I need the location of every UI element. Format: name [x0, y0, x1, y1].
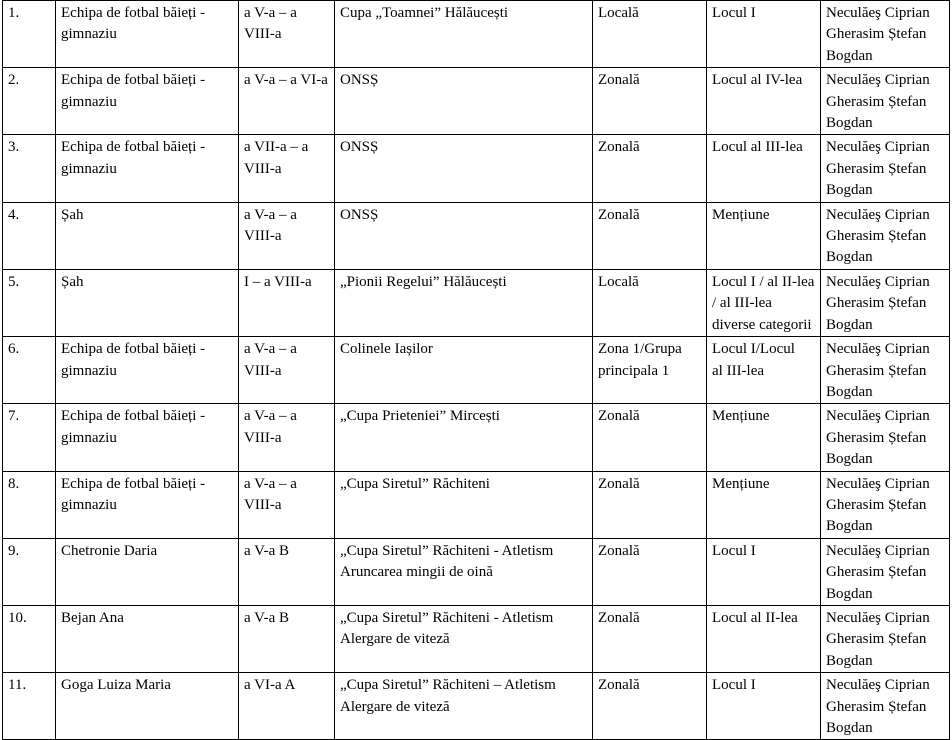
stage-cell	[593, 471, 707, 538]
competition-line: „Cupa Siretul” Răchiteni – Atletism	[340, 677, 556, 694]
coach-line: Neculăeş Ciprian	[826, 273, 930, 290]
grade-cell: a V-a – a VIII-a	[239, 337, 335, 404]
result-line: al III-lea	[712, 362, 765, 379]
stage-cell	[593, 68, 707, 135]
coach-line: Neculăeş Ciprian	[826, 341, 930, 358]
table-body	[3, 1, 950, 740]
coach-line: Neculăeş Ciprian	[826, 5, 930, 21]
competition-cell	[335, 269, 593, 336]
coach-line: Gherasim Ștefan	[826, 295, 927, 312]
table-row	[3, 202, 950, 269]
coach-line: Gherasim Ștefan	[826, 362, 927, 379]
coach-line: Bogdan	[826, 47, 873, 64]
stage-line: principala 1	[598, 362, 670, 379]
stage-cell	[593, 202, 707, 269]
stage-cell	[593, 135, 707, 202]
coach-line: Gherasim Ștefan	[826, 228, 927, 245]
grade-cell: a V-a – a VIII-a	[239, 471, 335, 538]
competition-line: Alergare de viteză	[340, 631, 450, 648]
grade-cell: a V-a B	[239, 605, 335, 672]
competition-cell	[335, 1, 593, 68]
participant-cell: Echipa de fotbal băieți - gimnaziu	[56, 337, 239, 404]
result-cell	[707, 404, 821, 471]
participant-cell: Echipa de fotbal băieți - gimnaziu	[56, 471, 239, 538]
stage-cell	[593, 269, 707, 336]
competition-line: ONSȘ	[340, 139, 379, 156]
stage-cell	[593, 404, 707, 471]
stage-line: Locală	[598, 273, 639, 290]
grade-cell: I – a VIII-a	[239, 269, 335, 336]
result-cell	[707, 202, 821, 269]
stage-line: Zonală	[598, 475, 640, 492]
competition-line: „Cupa Prieteniei” Mircești	[340, 408, 500, 425]
coach-line: Gherasim Ștefan	[826, 26, 927, 43]
coach-line: Bogdan	[826, 652, 873, 669]
coach-line: Gherasim Ștefan	[826, 698, 927, 715]
grade-cell: a V-a – a VI-a	[239, 68, 335, 135]
result-line: Locul al III-lea	[712, 139, 803, 156]
participant-cell: Bejan Ana	[56, 605, 239, 672]
participant-cell: Șah	[56, 269, 239, 336]
competition-line: „Cupa Siretul” Răchiteni	[340, 475, 490, 492]
grade-cell: a VII-a – a VIII-a	[239, 135, 335, 202]
competition-line: „Cupa Siretul” Răchiteni - Atletism	[340, 609, 554, 626]
stage-line: Zonală	[598, 542, 640, 559]
participant-cell: Echipa de fotbal băieți - gimnaziu	[56, 1, 239, 68]
competition-cell	[335, 68, 593, 135]
grade-cell: a VI-a A	[239, 673, 335, 740]
competition-cell	[335, 538, 593, 605]
coach-line: Gherasim Ștefan	[826, 93, 927, 110]
coach-line: Bogdan	[826, 383, 873, 400]
participant-cell: Echipa de fotbal băieți - gimnaziu	[56, 68, 239, 135]
coach-cell	[821, 673, 950, 740]
stage-cell	[593, 538, 707, 605]
coach-cell	[821, 135, 950, 202]
competition-line: Alergare de viteză	[340, 698, 450, 715]
competition-cell	[335, 605, 593, 672]
result-line: Mențiune	[712, 475, 770, 492]
competition-cell	[335, 135, 593, 202]
stage-cell	[593, 673, 707, 740]
stage-line: Zonală	[598, 609, 640, 626]
table-row	[3, 605, 950, 672]
stage-line: Zonală	[598, 72, 640, 89]
grade-cell: a V-a – a VIII-a	[239, 404, 335, 471]
competition-line: Colinele Iașilor	[340, 341, 433, 358]
stage-cell	[593, 605, 707, 672]
result-line: / al III-lea	[712, 295, 772, 312]
table-row	[3, 471, 950, 538]
coach-line: Bogdan	[826, 182, 873, 199]
coach-line: Neculăeş Ciprian	[826, 677, 930, 694]
grade-cell: a V-a – a VIII-a	[239, 202, 335, 269]
result-line: Locul I	[712, 5, 756, 21]
participant-cell: Echipa de fotbal băieți - gimnaziu	[56, 135, 239, 202]
row-number-cell: 7.	[3, 404, 56, 471]
coach-cell	[821, 404, 950, 471]
coach-cell	[821, 68, 950, 135]
result-line: Locul al IV-lea	[712, 72, 803, 89]
coach-cell	[821, 202, 950, 269]
participant-cell: Șah	[56, 202, 239, 269]
coach-line: Bogdan	[826, 249, 873, 266]
competition-cell	[335, 404, 593, 471]
table-row	[3, 1, 950, 68]
coach-line: Neculăeş Ciprian	[826, 72, 930, 89]
row-number-cell: 4.	[3, 202, 56, 269]
result-line: Locul I	[712, 677, 756, 694]
competition-line: Aruncarea mingii de oină	[340, 564, 493, 581]
stage-cell	[593, 1, 707, 68]
result-cell	[707, 68, 821, 135]
coach-line: Bogdan	[826, 518, 873, 535]
result-cell	[707, 337, 821, 404]
result-cell	[707, 135, 821, 202]
row-number-cell: 8.	[3, 471, 56, 538]
coach-line: Gherasim Ștefan	[826, 429, 927, 446]
coach-line: Neculăeş Ciprian	[826, 408, 930, 425]
result-line: Locul I/Locul	[712, 341, 795, 358]
competition-cell	[335, 471, 593, 538]
table-row	[3, 135, 950, 202]
competition-cell	[335, 202, 593, 269]
result-line: Locul I / al II-lea	[712, 273, 815, 290]
participant-cell: Goga Luiza Maria	[56, 673, 239, 740]
coach-cell	[821, 605, 950, 672]
grade-cell: a V-a B	[239, 538, 335, 605]
coach-line: Neculăeş Ciprian	[826, 139, 930, 156]
table-row	[3, 673, 950, 740]
table-row	[3, 538, 950, 605]
row-number-cell: 3.	[3, 135, 56, 202]
coach-line: Gherasim Ștefan	[826, 160, 927, 177]
coach-line: Bogdan	[826, 720, 873, 736]
coach-line: Neculăeş Ciprian	[826, 206, 930, 223]
result-cell	[707, 1, 821, 68]
coach-line: Neculăeş Ciprian	[826, 542, 930, 559]
competition-cell	[335, 673, 593, 740]
competition-line: Cupa „Toamnei” Hălăucești	[340, 5, 509, 21]
participant-cell: Chetronie Daria	[56, 538, 239, 605]
coach-cell	[821, 471, 950, 538]
table-row	[3, 337, 950, 404]
stage-line: Zonală	[598, 408, 640, 425]
participant-cell: Echipa de fotbal băieți - gimnaziu	[56, 404, 239, 471]
row-number-cell: 9.	[3, 538, 56, 605]
results-table	[2, 0, 950, 740]
coach-cell	[821, 1, 950, 68]
stage-line: Locală	[598, 5, 639, 21]
coach-line: Gherasim Ștefan	[826, 631, 927, 648]
row-number-cell: 6.	[3, 337, 56, 404]
coach-cell	[821, 337, 950, 404]
row-number-cell: 10.	[3, 605, 56, 672]
result-cell	[707, 471, 821, 538]
stage-line: Zona 1/Grupa	[598, 341, 682, 358]
coach-line: Gherasim Ștefan	[826, 496, 927, 513]
coach-line: Gherasim Ștefan	[826, 564, 927, 581]
table-row	[3, 68, 950, 135]
grade-cell: a V-a – a VIII-a	[239, 1, 335, 68]
result-cell	[707, 269, 821, 336]
row-number-cell: 5.	[3, 269, 56, 336]
row-number-cell: 11.	[3, 673, 56, 740]
coach-line: Bogdan	[826, 585, 873, 602]
result-cell	[707, 605, 821, 672]
coach-cell	[821, 269, 950, 336]
result-line: Locul I	[712, 542, 756, 559]
result-cell	[707, 673, 821, 740]
competition-line: „Cupa Siretul” Răchiteni - Atletism	[340, 542, 554, 559]
coach-line: Bogdan	[826, 115, 873, 132]
coach-line: Neculăeş Ciprian	[826, 609, 930, 626]
stage-cell	[593, 337, 707, 404]
competition-line: ONSȘ	[340, 206, 379, 223]
table-row	[3, 404, 950, 471]
row-number-cell: 2.	[3, 68, 56, 135]
result-line: Mențiune	[712, 408, 770, 425]
stage-line: Zonală	[598, 139, 640, 156]
coach-line: Neculăeş Ciprian	[826, 475, 930, 492]
stage-line: Zonală	[598, 677, 640, 694]
result-line: diverse categorii	[712, 316, 812, 333]
result-cell	[707, 538, 821, 605]
competition-line: ONSȘ	[340, 72, 379, 89]
coach-line: Bogdan	[826, 451, 873, 468]
competition-cell	[335, 337, 593, 404]
competition-line: „Pionii Regelui” Hălăucești	[340, 273, 507, 290]
coach-cell	[821, 538, 950, 605]
stage-line: Zonală	[598, 206, 640, 223]
result-line: Mențiune	[712, 206, 770, 223]
coach-line: Bogdan	[826, 316, 873, 333]
result-line: Locul al II-lea	[712, 609, 798, 626]
row-number-cell: 1.	[3, 1, 56, 68]
table-row	[3, 269, 950, 336]
